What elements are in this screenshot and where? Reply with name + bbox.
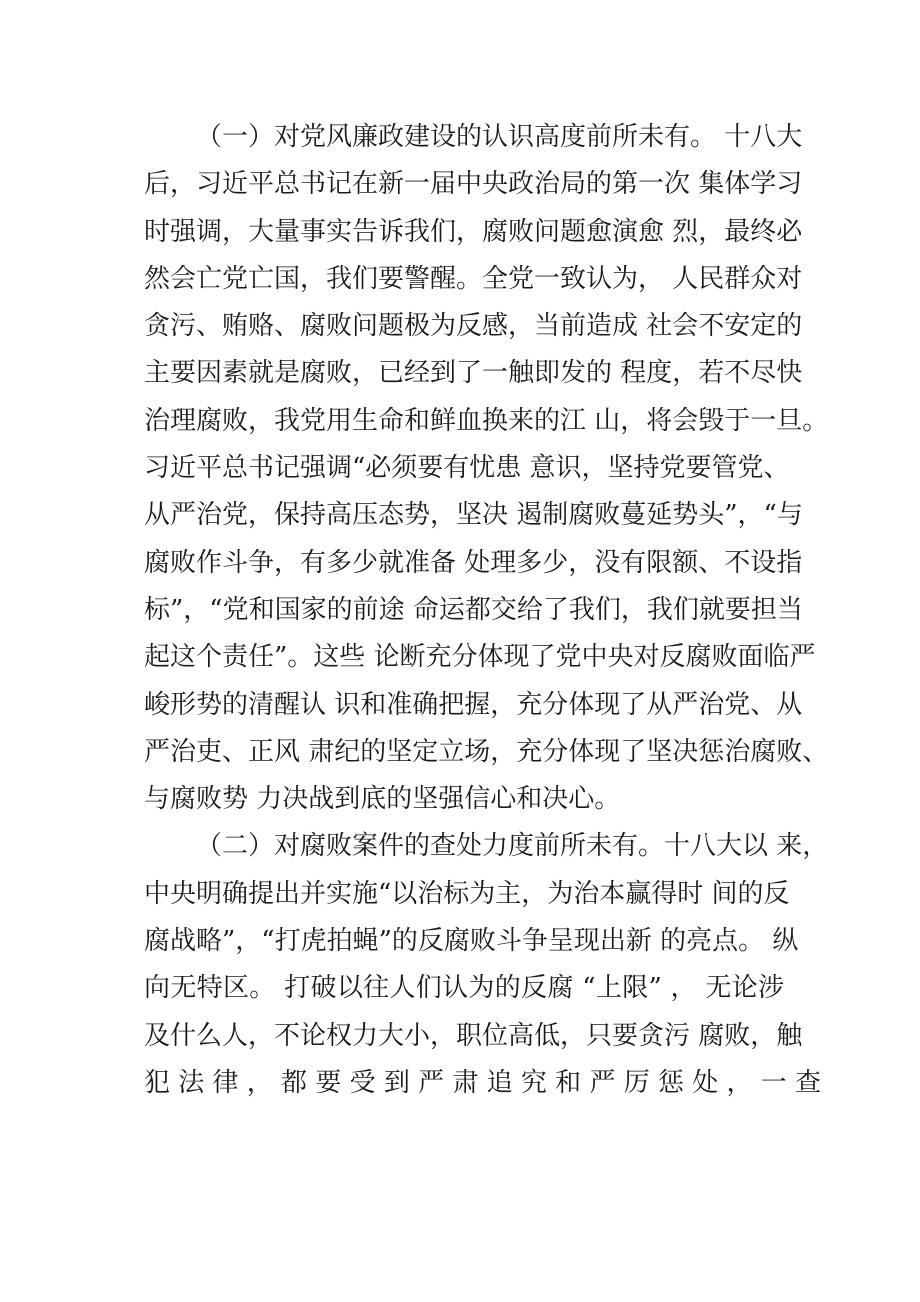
document-body <box>144 114 829 1107</box>
paragraph-1-line-3: 时强调，大量事实告诉我们，腐败问题愈演愈 烈，最终必 <box>144 216 803 247</box>
paragraph-1-line-12: 起这个责任”。这些 论断充分体现了党中央对反腐败面临严 <box>144 642 816 673</box>
paragraph-1-line-11: 标”，“党和国家的前途 命运都交给了我们，我们就要担当 <box>144 594 803 625</box>
paragraph-2-line-4: 向无特区。 打破以往人们认为的反腐 “上限” ， 无论涉 <box>144 973 784 1004</box>
paragraph-1-line-1: （一）对党风廉政建设的认识高度前所未有。 十八大 <box>196 122 803 152</box>
paragraph-1-line-13: 峻形势的清醒认 识和准确把握，充分体现了从严治党、从 <box>144 689 803 720</box>
paragraph-2-line-1: （二）对腐败案件的查处力度前所未有。十八大以 来， <box>196 831 829 862</box>
paragraph-1-line-6: 主要因素就是腐败，已经到了一触即发的 程度，若不尽快 <box>144 358 803 389</box>
paragraph-2-line-2: 中央明确提出并实施“以治标为主，为治本赢得时 间的反 <box>144 878 790 909</box>
paragraph-1-line-2: 后，习近平总书记在新一届中央政治局的第一次 集体学习 <box>144 169 803 200</box>
paragraph-1-line-4: 然会亡党亡国，我们要警醒。全党一致认为， 人民群众对 <box>144 263 803 294</box>
paragraph-2-line-3: 腐战略”，“打虎拍蝇”的反腐败斗争呈现出新 的亮点。 纵 <box>144 926 799 957</box>
paragraph-1-line-9: 从严治党，保持高压态势，坚决 遏制腐败蔓延势头”，“与 <box>144 500 803 531</box>
paragraph-1-line-5: 贪污、贿赂、腐败问题极为反感，当前造成 社会不安定的 <box>144 311 803 342</box>
paragraph-2-line-6: 犯 法 律 ， 都 要 受 到 严 肃 追 究 和 严 厉 惩 处 ， 一 查 <box>144 1067 822 1098</box>
paragraph-2-line-5: 及什么人，不论权力大小，职位高低，只要贪污 腐败，触 <box>144 1020 803 1051</box>
paragraph-1-line-8: 习近平总书记强调“必须要有忧患 意识，坚持党要管党、 <box>144 453 790 484</box>
paragraph-1-line-14: 严治吏、正风 肃纪的坚定立场，充分体现了坚决惩治腐败、 <box>144 736 829 767</box>
paragraph-1-line-7: 治理腐败，我党用生命和鲜血换来的江 山，将会毁于一旦。 <box>144 405 829 436</box>
paragraph-1-line-10: 腐败作斗争，有多少就准备 处理多少，没有限额、不设指 <box>144 547 803 578</box>
paragraph-1-line-15: 与腐败势 力决战到底的坚强信心和决心。 <box>144 784 621 815</box>
